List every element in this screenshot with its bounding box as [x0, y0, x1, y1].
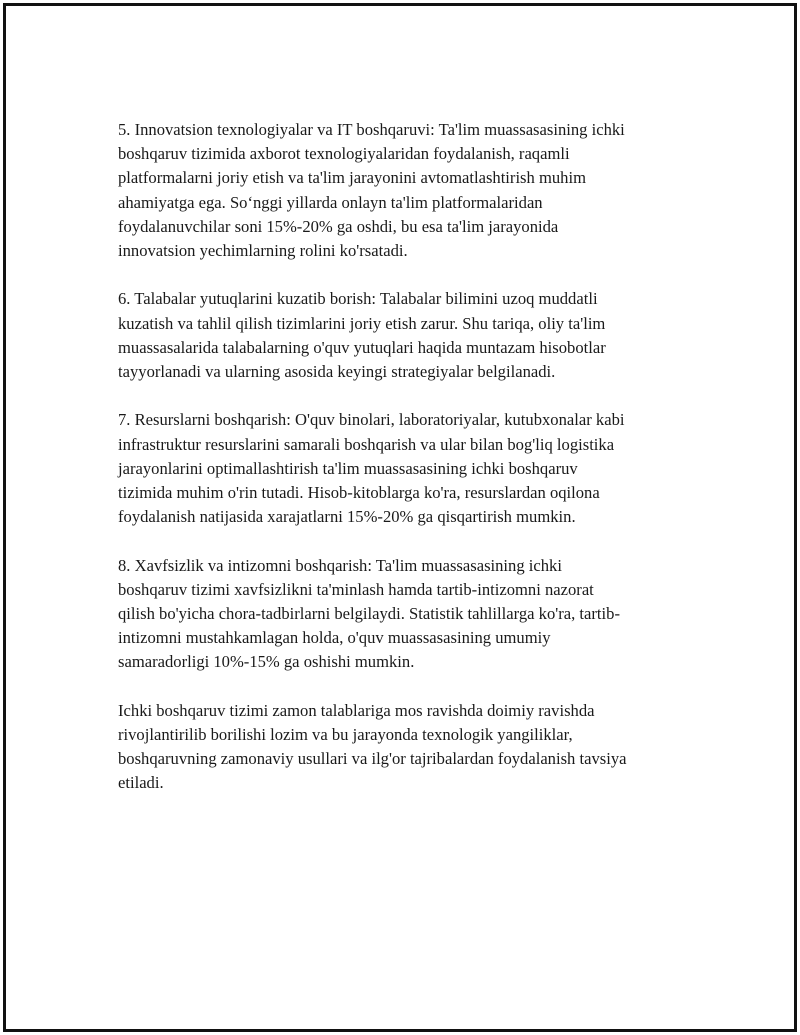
paragraph-conclusion — [118, 699, 690, 796]
text-line: boshqaruv tizimida axborot texnologiyalaridan foydalanish, raqamli — [118, 144, 570, 164]
text-line: intizomni mustahkamlagan holda, o'quv muassasasining umumiy — [118, 628, 551, 648]
text-line: 5. Innovatsion texnologiyalar va IT boshqaruvi: Ta'lim muassasasining ichki — [118, 120, 625, 139]
text-line: jarayonlarini optimallashtirish ta'lim muassasasining ichki boshqaruv — [118, 458, 578, 478]
paragraph-innovation-it — [118, 118, 690, 263]
text-line: etiladi. — [118, 773, 164, 793]
text-line: muassasalarida talabalarning o'quv yutuqlari haqida muntazam hisobotlar — [118, 337, 606, 357]
paragraph-student-achievements — [118, 287, 690, 384]
text-line: tizimida muhim o'rin tutadi. Hisob-kitoblarga ko'ra, resurslardan oqilona — [118, 483, 600, 503]
text-line: Ichki boshqaruv tizimi zamon talablariga mos ravishda doimiy ravishda — [118, 700, 595, 720]
text-line: rivojlantirilib borilishi lozim va bu jarayonda texnologik yangiliklar, — [118, 725, 573, 745]
text-line: boshqaruvning zamonaviy usullari va ilg'or tajribalardan foydalanish tavsiya — [118, 749, 627, 769]
text-line: 6. Talabalar yutuqlarini kuzatib borish: Talabalar bilimini uzoq muddatli — [118, 289, 598, 309]
text-line: tayyorlanadi va ularning asosida keyingi strategiyalar belgilanadi. — [118, 362, 556, 382]
text-line: foydalanuvchilar soni 15%-20% ga oshdi, bu esa ta'lim jarayonida — [118, 216, 559, 236]
document-body — [118, 118, 690, 820]
text-line: boshqaruv tizimi xavfsizlikni ta'minlash hamda tartib-intizomni nazorat — [118, 579, 594, 599]
text-line: 7. Resurslarni boshqarish: O'quv binolari, laboratoriyalar, kutubxonalar kabi — [118, 410, 625, 430]
text-line: qilish bo'yicha chora-tadbirlarni belgilaydi. Statistik tahlillarga ko'ra, tartib- — [118, 604, 620, 624]
text-line: samaradorligi 10%-15% ga oshishi mumkin. — [118, 652, 415, 672]
text-line: foydalanish natijasida xarajatlarni 15%-20% ga qisqartirish mumkin. — [118, 507, 576, 527]
text-line: ahamiyatga ega. So‘nggi yillarda onlayn ta'lim platformalaridan — [118, 192, 543, 212]
text-line: platformalarni joriy etish va ta'lim jarayonini avtomatlashtirish muhim — [118, 168, 586, 188]
paragraph-security-discipline — [118, 554, 690, 675]
text-line: innovatsion yechimlarning rolini ko'rsatadi. — [118, 241, 408, 261]
text-line: infrastruktur resurslarini samarali boshqarish va ular bilan bog'liq logistika — [118, 434, 615, 454]
text-line: 8. Xavfsizlik va intizomni boshqarish: Ta'lim muassasasining ichki — [118, 555, 562, 575]
paragraph-resource-management — [118, 408, 690, 529]
text-line: kuzatish va tahlil qilish tizimlarini joriy etish zarur. Shu tariqa, oliy ta'lim — [118, 313, 606, 333]
